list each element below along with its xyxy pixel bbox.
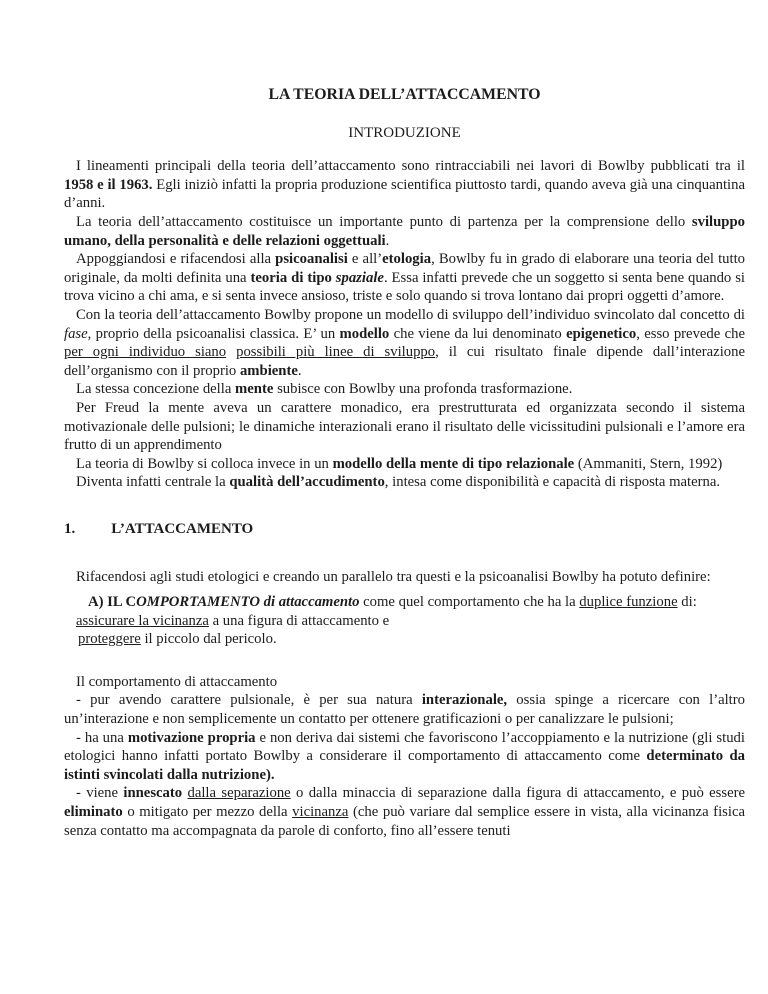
paragraph-il-comportamento: Il comportamento di attaccamento	[76, 673, 278, 690]
document-subtitle: INTRODUZIONE	[348, 124, 461, 141]
paragraph-punto-di-partenza: La teoria dell’attaccamento costituisce un importante punto di partenza per la comprensione dello sviluppo umano, della personalità e delle relazioni oggettuali.	[64, 213, 745, 249]
paragraph-definizione-comportamento: A) IL COMPORTAMENTO di attaccamento come quel comportamento che ha la duplice funzione di:	[88, 594, 697, 611]
document-title: LA TEORIA DELL’ATTACCAMENTO	[268, 86, 541, 103]
section-heading-attaccamento: 1. L’ATTACCAMENTO	[64, 520, 254, 537]
dash-item-interazionale: - pur avendo carattere pulsionale, è per sua natura interazionale, ossia spinge a ricercare con l’altro un’interazione e non semplicemente un contatto per ottenere gratificazioni o per canalizzare le pulsioni;	[64, 692, 745, 728]
line-assicurare-vicinanza: assicurare la vicinanza a una figura di attaccamento e	[76, 612, 390, 629]
paragraph-freud: Per Freud la mente aveva un carattere monadico, era prestrutturata ed organizzata secondo il sistema motivazionale delle pulsioni; le dinamiche interazionali erano il risultato delle vicissitudini pulsionali e l’amore era frutto di un apprendimento	[64, 399, 745, 454]
paragraph-rifacendosi: Rifacendosi agli studi etologici e creando un parallelo tra questi e la psicoanalisi Bowlby ha potuto definire:	[76, 569, 711, 586]
paragraph-concezione-mente: La stessa concezione della mente subisce con Bowlby una profonda trasformazione.	[76, 381, 573, 398]
dash-item-innescato: - viene innescato dalla separazione o dalla minaccia di separazione dalla figura di attaccamento, e può essere eliminato o mitigato per mezzo della vicinanza (che può variare dal semplice essere in vista, alla vicinanza fisica senza contatto ma accompagnata da parole di conforto, fino all’essere tenuti	[64, 785, 746, 839]
paragraph-qualita-accudimento: Diventa infatti centrale la qualità dell’accudimento, intesa come disponibilità e capacità di risposta materna.	[76, 474, 721, 491]
dash-item-motivazione-propria: - ha una motivazione propria e non deriva dai sistemi che favoriscono l’accoppiamento e la nutrizione (gli studi etologici hanno infatti portato Bowlby a considerare il comportamento di attaccamento come determinato da istinti svincolati dalla nutrizione).	[64, 729, 745, 783]
paragraph-modello-epigenetico: Con la teoria dell’attaccamento Bowlby propone un modello di sviluppo dell’individuo svincolato dal concetto di fase, proprio della psicoanalisi classica. E’ un modello che viene da lui denominato epigenetico, esso prevede che per ogni individuo siano possibili più linee di sviluppo, il cui risultato finale dipende dall’interazione dell’organismo con il proprio ambiente.	[64, 306, 745, 379]
line-proteggere-piccolo: proteggere il piccolo dal pericolo.	[78, 631, 277, 648]
paragraph-lineamenti: I lineamenti principali della teoria dell’attaccamento sono rintracciabili nei lavori di Bowlby pubblicati tra il 1958 e il 1963. Egli iniziò infatti la propria produzione scientifica piuttosto tardi, quando aveva già una cinquantina d’anni.	[64, 158, 745, 212]
paragraph-modello-relazionale: La teoria di Bowlby si colloca invece in un modello della mente di tipo relazionale (Ammaniti, Stern, 1992)	[76, 455, 723, 472]
paragraph-psicoanalisi-etologia: Appoggiandosi e rifacendosi alla psicoanalisi e all’etologia, Bowlby fu in grado di elaborare una teoria del tutto originale, da molti definita una teoria di tipo spaziale. Essa infatti prevede che un soggetto si senta bene quando si trova vicino a chi ama, e si senta invece ansioso, triste e solo quando si trova lontano dai propri oggetti d’amore.	[64, 251, 746, 305]
